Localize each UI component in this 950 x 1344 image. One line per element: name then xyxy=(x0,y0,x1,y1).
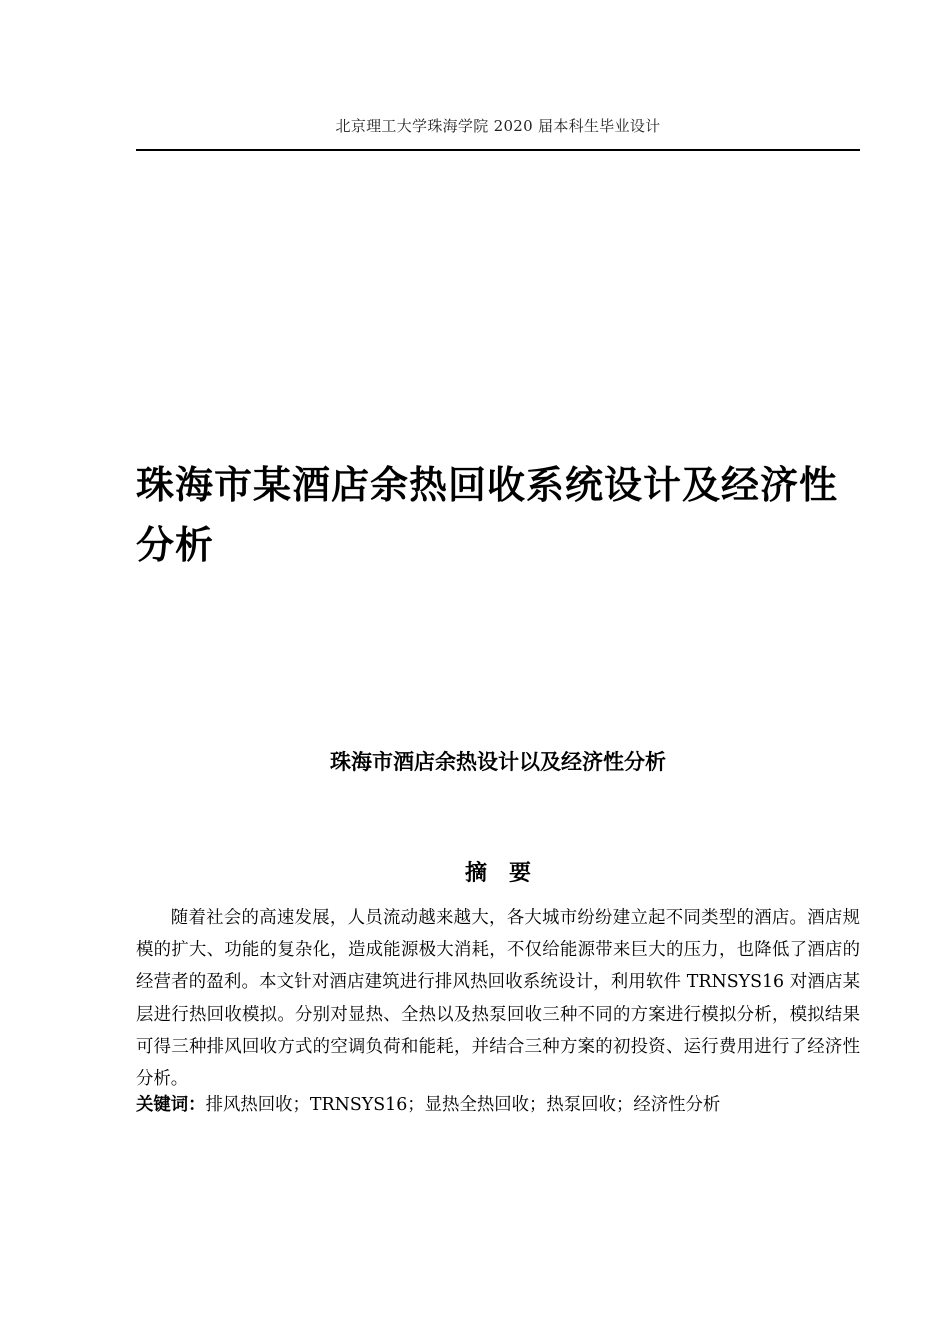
running-header: 北京理工大学珠海学院 2020 届本科生毕业设计 xyxy=(335,117,661,135)
thesis-title: 珠海市某酒店余热回收系统设计及经济性分析 xyxy=(136,463,839,567)
thesis-subtitle: 珠海市酒店余热设计以及经济性分析 xyxy=(330,750,666,774)
abstract-heading: 摘 要 xyxy=(464,861,531,886)
keywords-line xyxy=(136,1090,860,1120)
keywords-value: 排风热回收；TRNSYS16；显热全热回收；热泵回收；经济性分析 xyxy=(205,1095,721,1115)
abstract-body: 随着社会的高速发展，人员流动越来越大，各大城市纷纷建立起不同类型的酒店。酒店规模的扩大、功能的复杂化，造成能源极大消耗，不仅给能源带来巨大的压力，也降低了酒店的经营者的盈利。本文针对酒店建筑进行排风热回收系统设计，利用软件 TRNSYS16 对酒店某层进行热回收模拟。分别对显热、全热以及热泵回收三种不同的方案进行模拟分析，模拟结果可得三种排风回收方式的空调负荷和能耗，并结合三种方案的初投资、运行费用进行了经济性分析。 xyxy=(136,908,860,1090)
keywords-label: 关键词： xyxy=(136,1095,206,1115)
header-divider xyxy=(136,149,860,151)
